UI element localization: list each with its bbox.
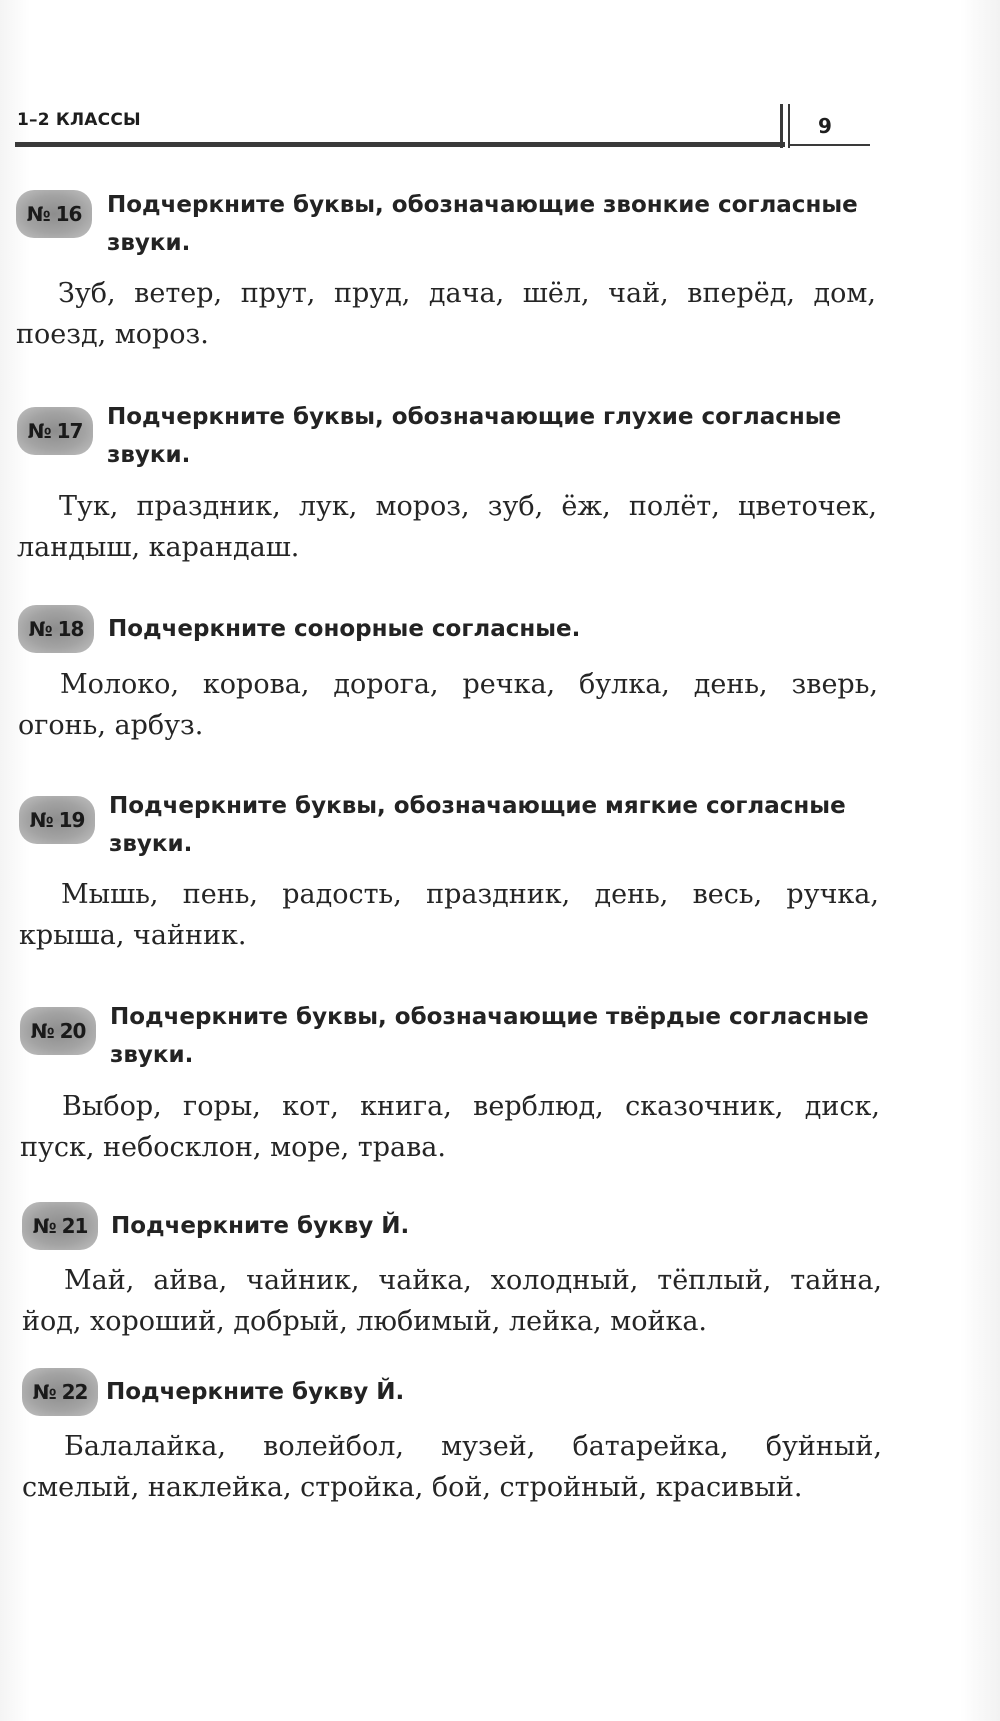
task-exercise-text: Молоко, корова, дорога, речка, булка, день, зверь, огонь, арбуз.: [18, 669, 878, 741]
task-number-badge: № 16: [16, 190, 92, 238]
header-rule: [15, 142, 785, 147]
page-number: 9: [818, 114, 832, 138]
task-number-badge: № 22: [22, 1368, 98, 1416]
task-exercise-text: Зуб, ветер, прут, пруд, дача, шёл, чай, вперёд, дом, поезд, мороз.: [16, 278, 876, 350]
task-exercise-text: Май, айва, чайник, чайка, холодный, тёплый, тайна, йод, хороший, добрый, любимый, лейка, мойка.: [22, 1265, 882, 1337]
task-instruction: Подчеркните букву Й.: [106, 1379, 405, 1405]
task-exercise-text: Балалайка, волейбол, музей, батарейка, буйный, смелый, наклейка, стройка, бой, стройный, красивый.: [22, 1431, 882, 1503]
task-exercise-text: Тук, праздник, лук, мороз, зуб, ёж, полёт, цветочек, ландыш, карандаш.: [17, 491, 877, 563]
task-instruction: Подчеркните буквы, обозначающие твёрдые согласные звуки.: [110, 1004, 869, 1068]
task-instruction: Подчеркните буквы, обозначающие мягкие согласные звуки.: [109, 793, 846, 857]
task-number-badge: № 20: [20, 1007, 96, 1055]
task-instruction: Подчеркните сонорные согласные.: [108, 616, 581, 642]
task-number-badge: № 17: [17, 407, 93, 455]
task-number-badge: № 19: [19, 796, 95, 844]
task-instruction: Подчеркните буквы, обозначающие глухие согласные звуки.: [107, 404, 842, 468]
task-exercise-text: Мышь, пень, радость, праздник, день, весь, ручка, крыша, чайник.: [19, 879, 879, 951]
task-instruction: Подчеркните буквы, обозначающие звонкие согласные звуки.: [107, 192, 858, 256]
task-number-badge: № 18: [18, 605, 94, 653]
task-number-badge: № 21: [22, 1202, 98, 1250]
running-head: 1–2 КЛАССЫ: [17, 110, 141, 130]
task-exercise-text: Выбор, горы, кот, книга, верблюд, сказочник, диск, пуск, небосклон, море, трава.: [20, 1091, 880, 1163]
header-rule-thin: [790, 144, 870, 146]
task-instruction: Подчеркните букву Й.: [111, 1213, 410, 1239]
frame-line: [788, 104, 790, 148]
